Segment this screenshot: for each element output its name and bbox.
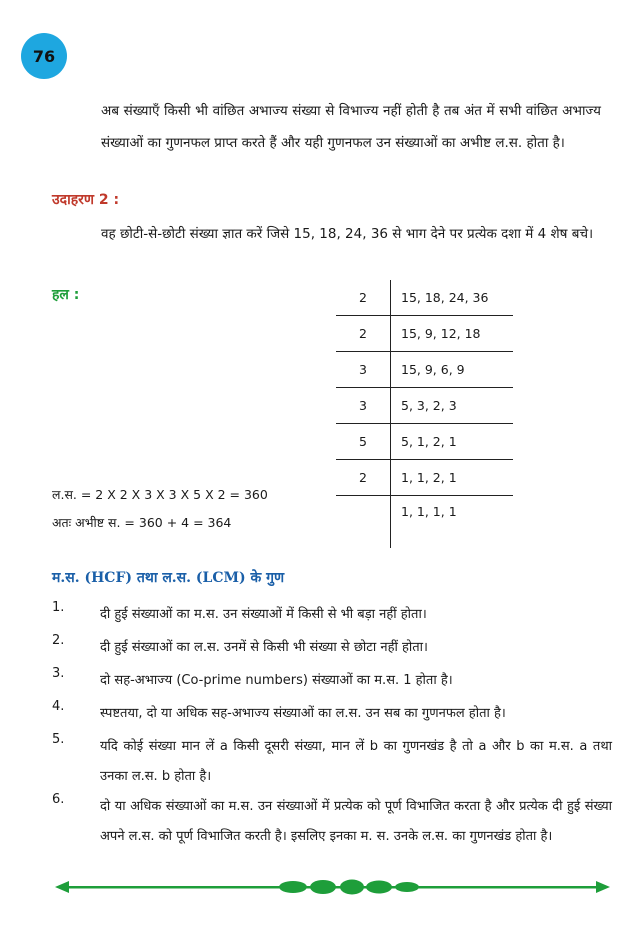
property-number: 1.: [52, 600, 65, 615]
example-question: वह छोटी-से-छोटी संख्या ज्ञात करें जिसे 15, 18, 24, 36 से भाग देने पर प्रत्येक दशा में 4 शेष बचे।: [101, 226, 594, 242]
divisor-cell: 2: [336, 316, 391, 352]
divisor-cell: 3: [336, 388, 391, 424]
property-number: 5.: [52, 732, 65, 747]
dividend-cell: 1, 1, 1, 1: [401, 504, 457, 519]
solution-label: हल :: [52, 287, 80, 303]
property-text: दी हुई संख्याओं का म.स. उन संख्याओं में किसी से भी बड़ा नहीं होता।: [100, 607, 427, 622]
division-table: [336, 280, 513, 548]
division-row: [336, 388, 513, 424]
division-row: [336, 460, 513, 496]
dividend-cell: 15, 9, 6, 9: [391, 352, 514, 388]
division-row: [336, 316, 513, 352]
dividend-cell: 1, 1, 2, 1: [391, 460, 514, 496]
division-row: [336, 496, 513, 549]
divisor-cell: 3: [336, 352, 391, 388]
division-row: [336, 352, 513, 388]
properties-heading: म.स. (HCF) तथा ल.स. (LCM) के गुण: [52, 570, 285, 586]
property-number: 2.: [52, 633, 65, 648]
property-number: 3.: [52, 666, 65, 681]
property-text: दो सह-अभाज्य (Co-prime numbers) संख्याओं का म.स. 1 होता है।: [100, 673, 453, 688]
lcm-line: ल.स. = 2 X 2 X 3 X 3 X 5 X 2 = 360: [52, 487, 268, 502]
property-number: 6.: [52, 792, 65, 807]
division-row: [336, 280, 513, 316]
property-number: 4.: [52, 699, 65, 714]
property-text: दी हुई संख्याओं का ल.स. उनमें से किसी भी संख्या से छोटा नहीं होता।: [100, 640, 428, 655]
page-number-badge: 76: [21, 33, 67, 79]
divisor-cell: 2: [336, 460, 391, 496]
answer-line: अतः अभीष्ट स. = 360 + 4 = 364: [52, 515, 232, 530]
dividend-cell: 5, 3, 2, 3: [391, 388, 514, 424]
divisor-cell: [336, 496, 391, 549]
divisor-cell: 5: [336, 424, 391, 460]
dividend-cell: 15, 9, 12, 18: [391, 316, 514, 352]
division-row: [336, 424, 513, 460]
divider-line: [55, 880, 610, 895]
property-text: दो या अधिक संख्याओं का म.स. उन संख्याओं में प्रत्येक को पूर्ण विभाजित करता है और प्रत्येक दी हुई संख्या अपने ल.स. को पूर्ण विभाजित करती है। इसलिए इनका म. स. उनके ल.स. का गुणनखंड होता है।: [100, 799, 612, 844]
example-heading: उदाहरण 2 :: [52, 192, 120, 208]
dividend-cell: 5, 1, 2, 1: [391, 424, 514, 460]
divisor-cell: 2: [336, 280, 391, 316]
intro-paragraph: अब संख्याएँ किसी भी वांछित अभाज्य संख्या से विभाज्य नहीं होती है तब अंत में सभी वांछित अभाज्य संख्याओं का गुणनफल प्राप्त करते हैं और यही गुणनफल उन संख्याओं का अभीष्ट ल.स. होता है।: [101, 103, 601, 151]
decorative-divider: [55, 875, 610, 899]
property-text: स्पष्टतया, दो या अधिक सह-अभाज्य संख्याओं का ल.स. उन सब का गुणनफल होता है।: [100, 706, 506, 721]
dividend-cell: 15, 18, 24, 36: [391, 280, 514, 316]
property-text: यदि कोई संख्या मान लें a किसी दूसरी संख्या, मान लें b का गुणनखंड है तो a और b का म.स. a तथा उनका ल.स. b होता है।: [100, 739, 612, 784]
